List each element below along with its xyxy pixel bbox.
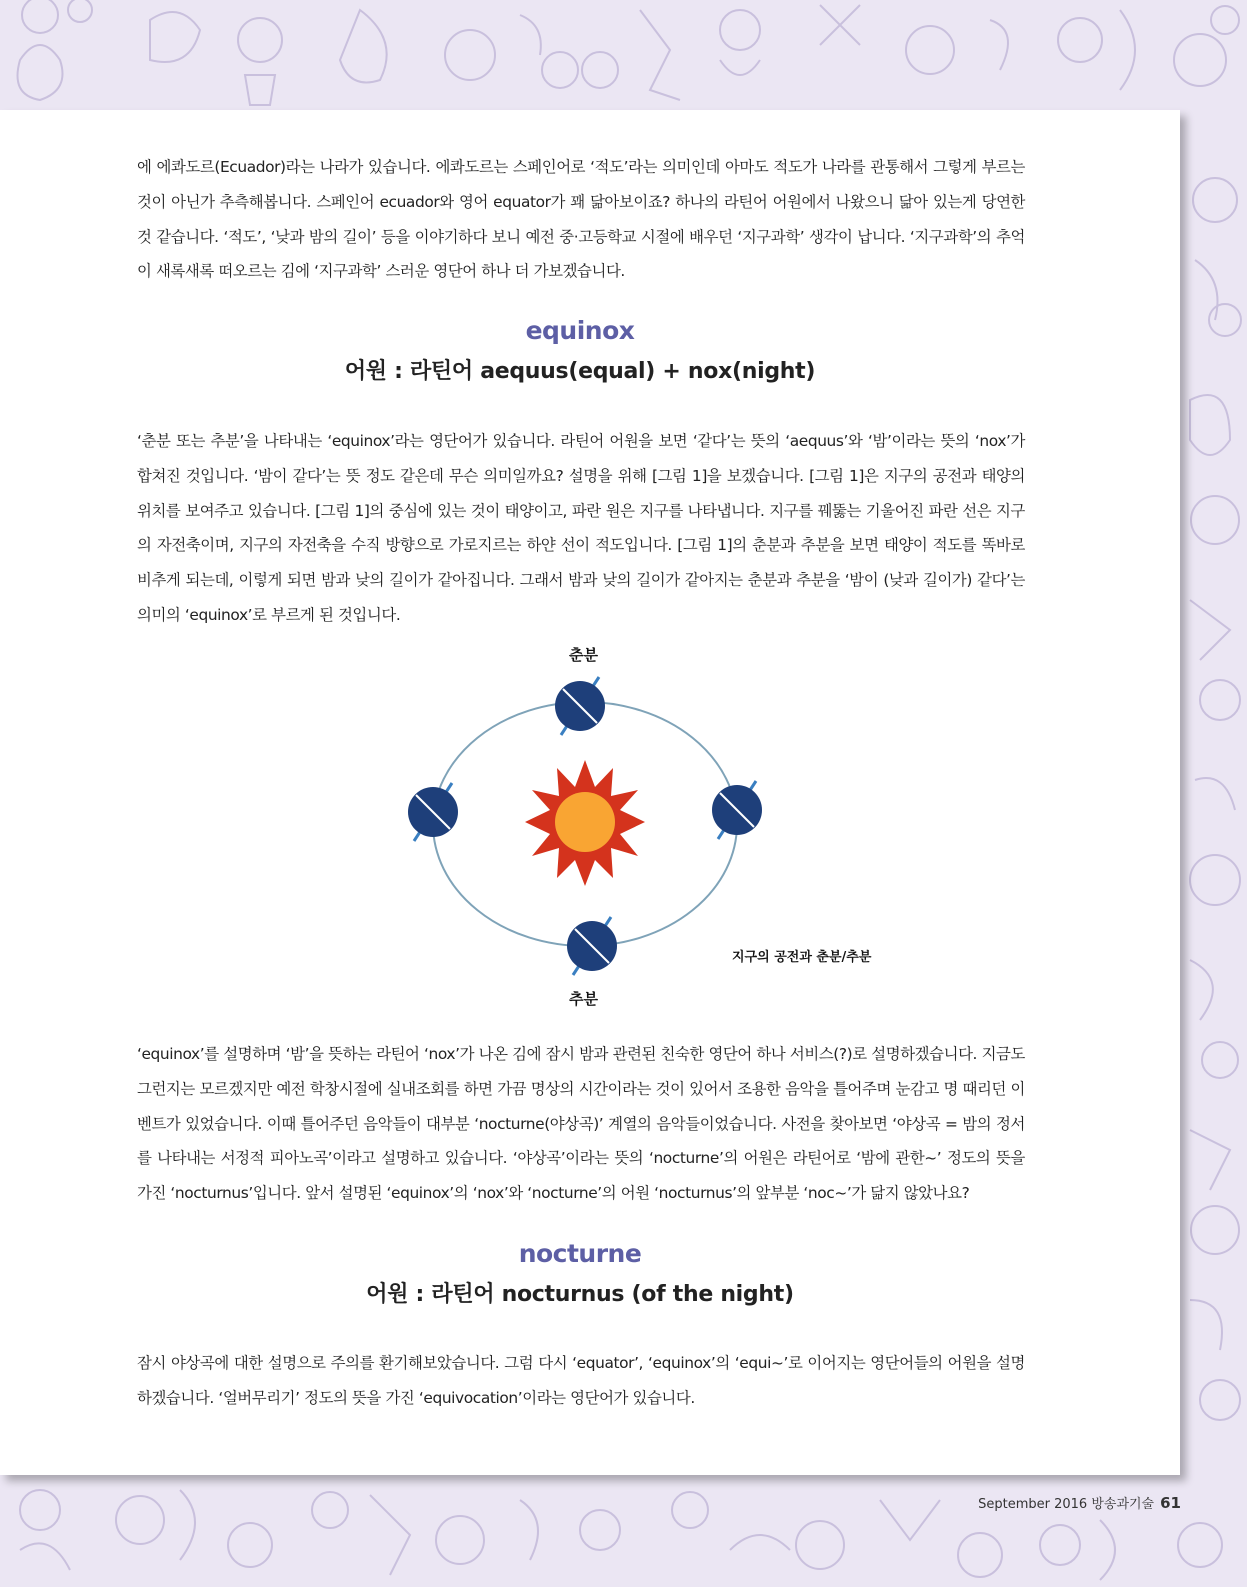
heading-nocturne: nocturne [518, 1239, 642, 1268]
paragraph-equinox: ‘춘분 또는 추분’을 나타내는 ‘equinox’라는 영단어가 있습니다. 라틴어 어원을 보면 ‘같다’는 뜻의 ‘aequus’와 ‘밤’이라는 뜻의 ‘nox’가 합쳐진 것입니다. ‘밤이 같다’는 뜻 정도 같은데 무슨 의미일까요? 설명을 위해 [그림 1]을 보겠습니다. [그림 1]은 지구의 공전과 태양의 위치를 보여주고 있습니다. [그림 1]의 중심에 있는 것이 태양이고, 파란 원은 지구를 나타냅니다. 지구를 꿰뚫는 기울어진 파란 선은 지구의 자전축이며, 지구의 자전축을 수직 방향으로 가로지르는 하얀 선이 적도입니다. [그림 1]의 춘분과 추분을 보면 태양이 적도를 똑바로 비추게 되는데, 이렇게 되면 밤과 낮의 길이가 같아집니다. 그래서 밤과 낮의 길이가 같아지는 춘분과 추분을 ‘밤이 (낮과 길이가) 같다’는 의미의 ‘equinox’로 부르게 된 것입니다. [137, 432, 1025, 624]
figure-caption: 지구의 공전과 춘분/추분 [732, 950, 872, 965]
sun-icon [525, 760, 645, 886]
heading-equinox: equinox [525, 316, 635, 345]
label-autumn-equinox: 추분 [569, 990, 598, 1008]
label-spring-equinox: 춘분 [569, 646, 598, 664]
heading-equinox-etymology: 어원 : 라틴어 aequus(equal) + nox(night) [344, 359, 816, 384]
page-footer [978, 1493, 1181, 1512]
orbit-diagram [345, 642, 905, 1022]
earth-right-icon [712, 781, 762, 839]
page-number: 61 [1160, 1494, 1181, 1512]
heading-nocturne-etymology: 어원 : 라틴어 nocturnus (of the night) [366, 1282, 794, 1307]
footer-publication: September 2016 방송과기술 [978, 1497, 1155, 1512]
figure-earth-revolution [345, 642, 905, 1022]
paragraph-equivocation: 잠시 야상곡에 대한 설명으로 주의를 환기해보았습니다. 그럼 다시 ‘equator’, ‘equinox’의 ‘equi~’로 이어지는 영단어들의 어원을 설명하겠습니다. ‘얼버무리기’ 정도의 뜻을 가진 ‘equivocation’이라는 영단어가 있습니다. [137, 1354, 1025, 1407]
paragraph-ecuador: 에 에콰도르(Ecuador)라는 나라가 있습니다. 에콰도르는 스페인어로 ‘적도’라는 의미인데 아마도 적도가 나라를 관통해서 그렇게 부르는 것이 아닌가 추측해봅니다. 스페인어 ecuador와 영어 equator가 꽤 닮아보이죠? 하나의 라틴어 어원에서 나왔으니 닮아 있는게 당연한 것 같습니다. ‘적도’, ‘낮과 밤의 길이’ 등을 이야기하다 보니 예전 중·고등학교 시절에 배우던 ‘지구과학’ 생각이 납니다. ‘지구과학’의 추억이 새록새록 떠오르는 김에 ‘지구과학’ 스러운 영단어 하나 더 가보겠습니다. [137, 158, 1025, 281]
earth-left-icon [408, 783, 458, 841]
earth-top-icon [555, 677, 605, 735]
paragraph-nocturne: ‘equinox’를 설명하며 ‘밤’을 뜻하는 라틴어 ‘nox’가 나온 김에 잠시 밤과 관련된 친숙한 영단어 하나 서비스(?)로 설명하겠습니다. 지금도 그런지는 모르겠지만 예전 학창시절에 실내조회를 하면 가끔 명상의 시간이라는 것이 있어서 조용한 음악을 틀어주며 눈감고 명 때리던 이벤트가 있었습니다. 이때 틀어주던 음악들이 대부분 ‘nocturne(야상곡)’ 계열의 음악들이었습니다. 사전을 찾아보면 ‘야상곡 = 밤의 정서를 나타내는 서정적 피아노곡’이라고 설명하고 있습니다. ‘야상곡’이라는 뜻의 ‘nocturne’의 어원은 라틴어로 ‘밤에 관한~’ 정도의 뜻을 가진 ‘nocturnus’입니다. 앞서 설명된 ‘equinox’의 ‘nox’와 ‘nocturne’의 어원 ‘nocturnus’의 앞부분 ‘noc~’가 닮지 않았나요? [137, 1045, 1025, 1203]
earth-bottom-icon [567, 917, 617, 975]
